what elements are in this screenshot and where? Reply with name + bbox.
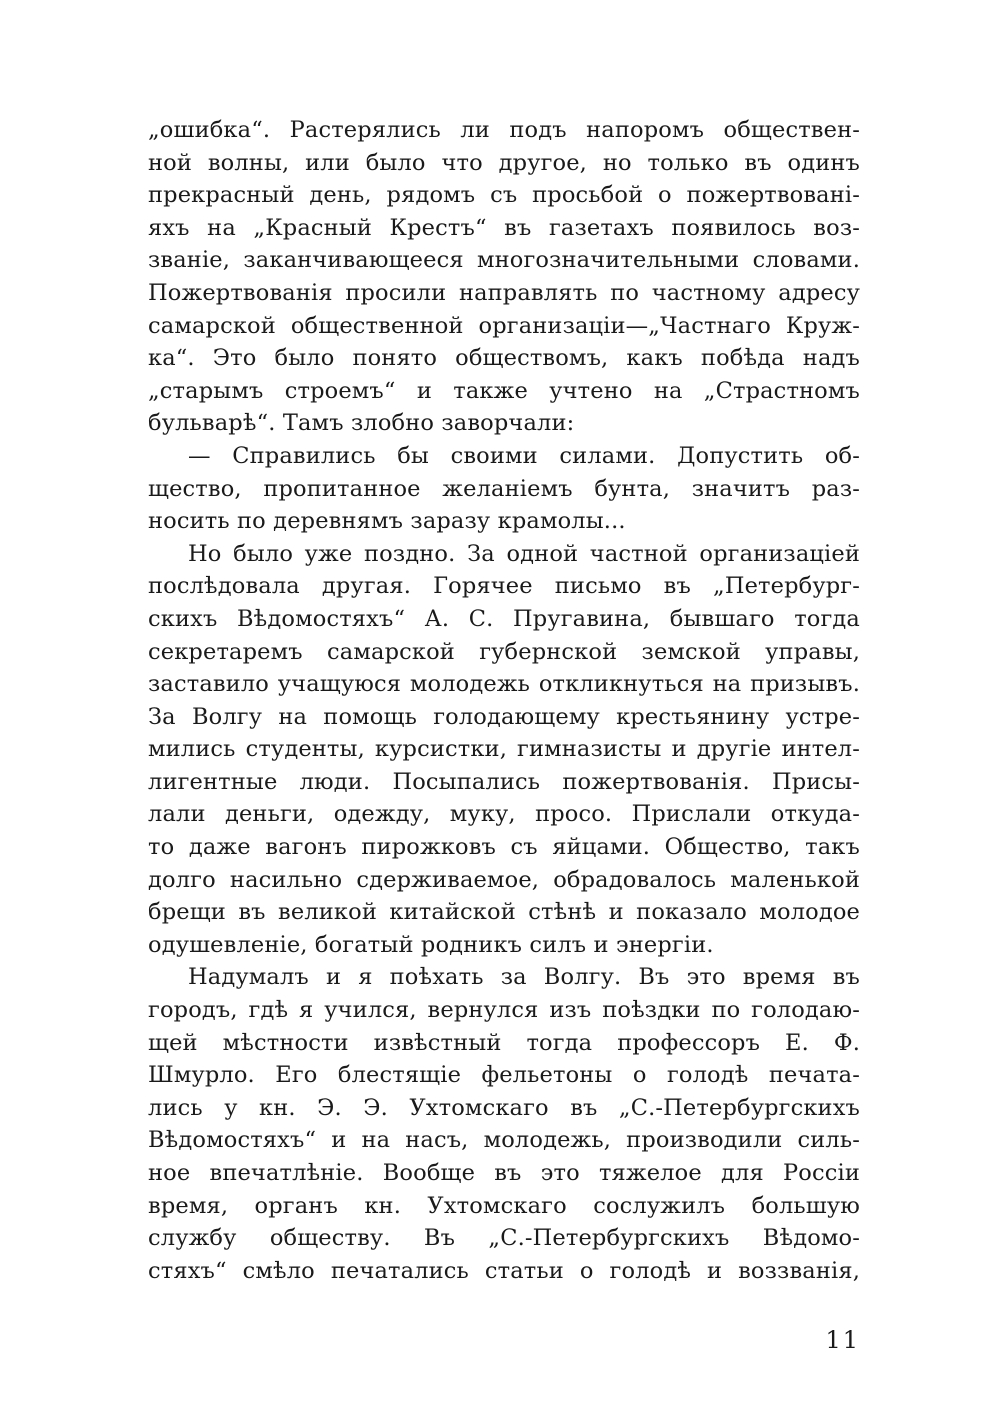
text-line: Пожертвованія просили направлять по частному адресу	[148, 279, 860, 306]
text-line: носить по деревнямъ заразу крамолы...	[148, 508, 626, 535]
text-line: стяхъ“ смѣло печатались статьи о голодѣ и воззванія,	[148, 1257, 860, 1284]
text-line: секретаремъ самарской губернской земской управы,	[148, 638, 860, 665]
text-line: заставило учащуюся молодежь откликнуться на призывъ.	[148, 671, 860, 698]
text-line: время, органъ кн. Ухтомскаго сослужилъ большую	[148, 1192, 860, 1219]
text-line: службу обществу. Въ „С.-Петербургскихъ Вѣдомо-	[148, 1225, 860, 1252]
text-line: ной волны, или было что другое, но только въ одинъ	[148, 149, 860, 176]
text-line: ка“. Это было понято обществомъ, какъ побѣда надъ	[148, 345, 860, 372]
text-line: долго насильно сдерживаемое, обрадовалось маленькой	[148, 866, 860, 893]
text-line: городъ, гдѣ я учился, вернулся изъ поѣздки по голодаю-	[148, 997, 860, 1024]
text-line: званіе, заканчивающееся многозначительными словами.	[148, 247, 860, 274]
text-line: щей мѣстности извѣстный тогда профессоръ Е. Ф.	[148, 1029, 860, 1056]
text-line: Но было уже поздно. За одной частной организаціей	[188, 540, 860, 567]
text-line: послѣдовала другая. Горячее письмо въ „Петербург-	[148, 573, 860, 600]
text-line: Шмурло. Его блестящіе фельетоны о голодѣ печата-	[148, 1062, 860, 1089]
text-line: „ошибка“. Растерялись ли подъ напоромъ обществен-	[148, 117, 860, 143]
text-line: скихъ Вѣдомостяхъ“ А. С. Пругавина, бывшаго тогда	[148, 605, 860, 632]
text-line: одушевленіе, богатый родникъ силъ и энергіи.	[148, 931, 714, 958]
text-line: За Волгу на помощь голодающему крестьянину устре-	[148, 703, 860, 730]
body-text	[148, 114, 860, 1287]
text-line: бульварѣ“. Тамъ злобно заворчали:	[148, 410, 575, 437]
text-line: „старымъ строемъ“ и также учтено на „Страстномъ	[148, 377, 860, 404]
text-line: Вѣдомостяхъ“ и на насъ, молодежь, производили силь-	[148, 1127, 860, 1154]
text-line: яхъ на „Красный Крестъ“ въ газетахъ появилось воз-	[148, 214, 860, 241]
text-line: — Справились бы своими силами. Допустить об-	[188, 442, 860, 469]
text-line: брещи въ великой китайской стѣнѣ и показало молодое	[148, 899, 860, 926]
text-line: лигентные люди. Посыпались пожертвованія. Присы-	[148, 768, 860, 795]
text-line: то даже вагонъ пирожковъ съ яйцами. Общество, такъ	[148, 834, 860, 861]
text-line: Надумалъ и я поѣхать за Волгу. Въ это время въ	[188, 964, 860, 991]
text-line: прекрасный день, рядомъ съ просьбой о пожертвовані-	[148, 182, 860, 209]
text-line: самарской общественной организаціи—„Частнаго Круж-	[148, 312, 860, 339]
page-number: 11	[825, 1326, 860, 1354]
text-line: лали деньги, одежду, муку, просо. Прислали откуда-	[148, 801, 860, 828]
text-line: щество, пропитанное желаніемъ бунта, значитъ раз-	[148, 475, 860, 502]
text-line: ное впечатлѣніе. Вообще въ это тяжелое для Россіи	[148, 1160, 860, 1186]
text-line: лись у кн. Э. Э. Ухтомскаго въ „С.-Петербургскихъ	[148, 1094, 860, 1121]
text-line: мились студенты, курсистки, гимназисты и другіе интел-	[148, 736, 860, 763]
